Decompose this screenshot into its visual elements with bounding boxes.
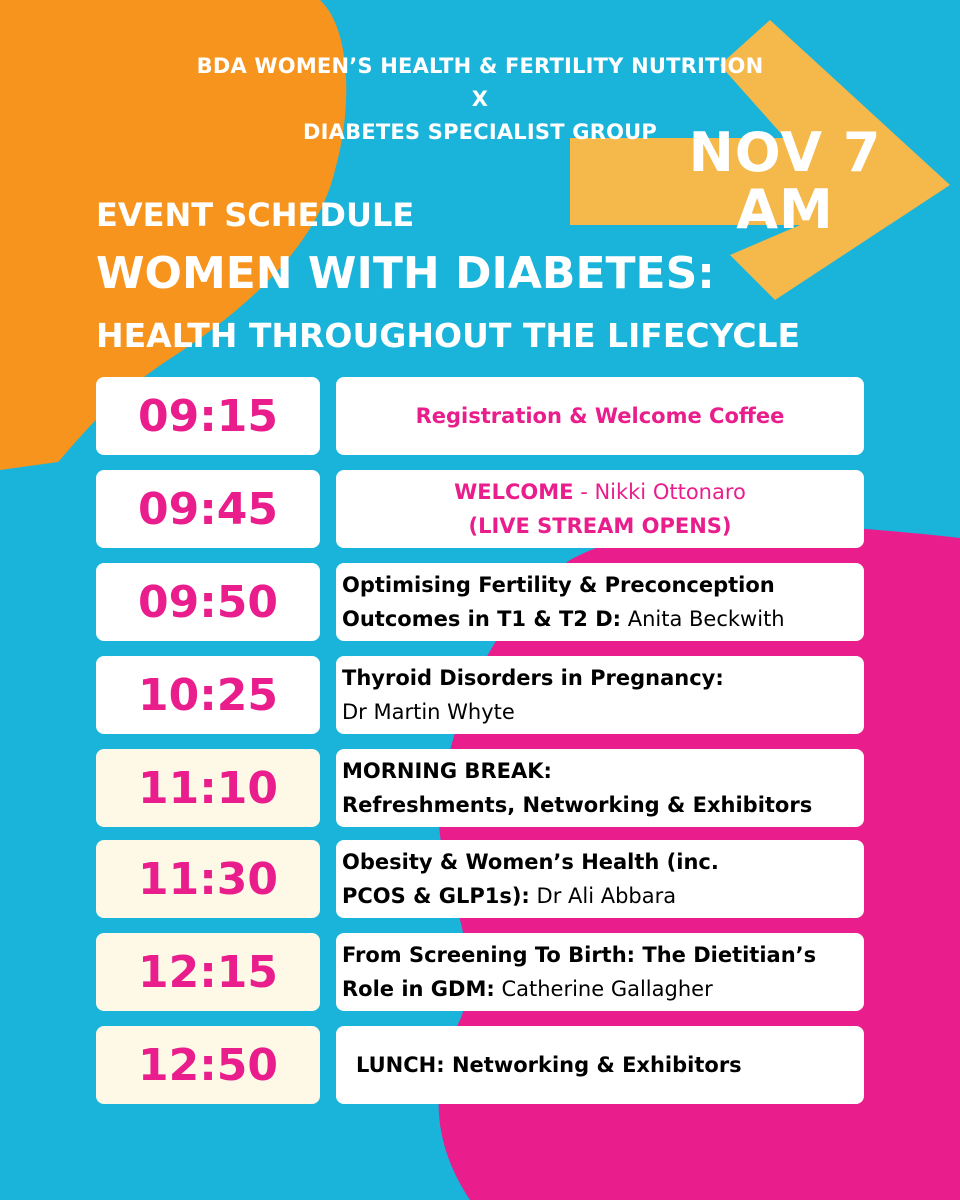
schedule-item-title: From Screening To Birth: The Dietitian’s	[342, 943, 817, 967]
schedule-item-title: Role in GDM:	[342, 977, 495, 1001]
schedule-time: 11:30	[96, 840, 320, 918]
schedule-item-title: WELCOME	[454, 480, 574, 504]
event-date: NOV 7	[688, 121, 882, 184]
schedule-item-speaker: Catherine Gallagher	[494, 977, 713, 1001]
schedule-item	[336, 749, 864, 827]
event-schedule-label: EVENT SCHEDULE	[96, 196, 415, 234]
schedule-item	[336, 470, 864, 548]
header-separator: X	[471, 87, 489, 111]
schedule-item-title: Optimising Fertility & Preconception	[342, 573, 775, 597]
schedule-item	[336, 377, 864, 455]
schedule-item-title: PCOS & GLP1s):	[342, 884, 530, 908]
schedule-item-title: Thyroid Disorders in Pregnancy:	[342, 666, 724, 690]
schedule-item	[336, 563, 864, 641]
schedule-time: 09:45	[96, 470, 320, 548]
schedule-item-title: Registration & Welcome Coffee	[415, 404, 785, 428]
schedule-time: 12:15	[96, 933, 320, 1011]
schedule-item-title: MORNING BREAK:	[342, 759, 552, 783]
event-subtitle: HEALTH THROUGHOUT THE LIFECYCLE	[96, 316, 801, 355]
schedule-item	[336, 1026, 864, 1104]
schedule-item-speaker: Dr Ali Abbara	[529, 884, 677, 908]
schedule-item-title: Refreshments, Networking & Exhibitors	[342, 793, 813, 817]
schedule-time: 11:10	[96, 749, 320, 827]
event-title: WOMEN WITH DIABETES:	[96, 248, 715, 299]
header-organizer-2: DIABETES SPECIALIST GROUP	[303, 120, 657, 144]
schedule-item-title: Outcomes in T1 & T2 D:	[342, 607, 622, 631]
event-time-of-day: AM	[736, 178, 834, 241]
schedule-time: 09:15	[96, 377, 320, 455]
schedule-time: 12:50	[96, 1026, 320, 1104]
schedule-time: 10:25	[96, 656, 320, 734]
schedule-item-speaker: Anita Beckwith	[621, 607, 785, 631]
schedule-item	[336, 933, 864, 1011]
schedule-item-title: Obesity & Women’s Health (inc.	[342, 850, 719, 874]
schedule-item	[336, 656, 864, 734]
header-organizer-1: BDA WOMEN’S HEALTH & FERTILITY NUTRITION	[196, 54, 764, 78]
schedule-item	[336, 840, 864, 918]
schedule-item-speaker: Dr Martin Whyte	[342, 700, 515, 724]
schedule-item-title: LUNCH: Networking & Exhibitors	[356, 1053, 742, 1077]
schedule-item-speaker: - Nikki Ottonaro	[573, 480, 746, 504]
schedule-item-note: (LIVE STREAM OPENS)	[468, 514, 732, 538]
schedule-time: 09:50	[96, 563, 320, 641]
